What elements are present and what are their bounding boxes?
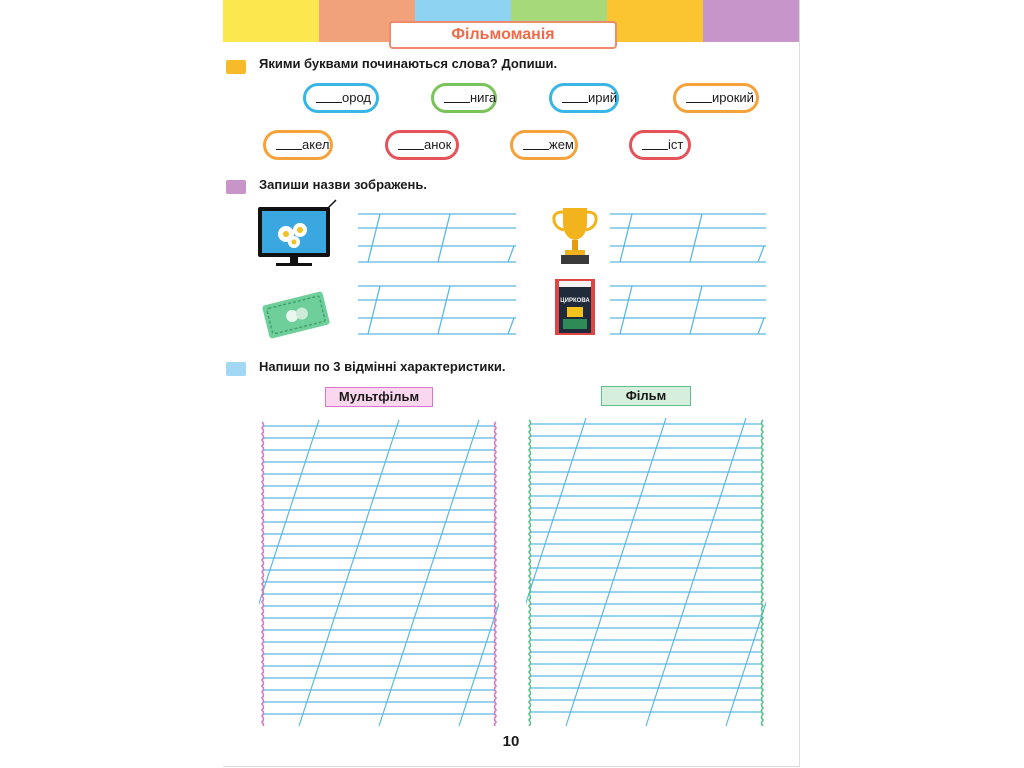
task-bullet bbox=[226, 180, 246, 194]
letter-blank[interactable] bbox=[444, 86, 470, 103]
answer-lines-tv[interactable] bbox=[358, 212, 516, 264]
answer-lines-popcorn[interactable] bbox=[610, 284, 766, 336]
word-fragment: анок bbox=[424, 137, 452, 152]
letter-blank[interactable] bbox=[276, 133, 302, 150]
word-fragment: жем bbox=[549, 137, 574, 152]
task-1-instruction: Якими буквами починаються слова? Допиши. bbox=[259, 56, 558, 71]
letter-blank[interactable] bbox=[523, 133, 549, 150]
word-pill[interactable] bbox=[431, 83, 497, 113]
word-pill[interactable] bbox=[303, 83, 379, 113]
workbook-page bbox=[223, 0, 800, 767]
letter-blank[interactable] bbox=[316, 86, 342, 103]
answer-lines-trophy[interactable] bbox=[610, 212, 766, 264]
page-title: Фільмоманія bbox=[389, 21, 617, 49]
letter-blank[interactable] bbox=[686, 86, 712, 103]
letter-blank[interactable] bbox=[642, 133, 668, 150]
task-bullet bbox=[226, 362, 246, 376]
popcorn-box-icon bbox=[553, 277, 597, 337]
label-film: Фільм bbox=[601, 386, 691, 406]
letter-blank[interactable] bbox=[398, 133, 424, 150]
word-fragment: акел bbox=[302, 137, 330, 152]
header-stripe bbox=[223, 0, 320, 42]
word-pill[interactable] bbox=[629, 130, 691, 160]
tv-screen-icon bbox=[256, 198, 338, 270]
word-pill[interactable] bbox=[385, 130, 459, 160]
writing-area-cartoon[interactable] bbox=[259, 420, 499, 726]
word-pill[interactable] bbox=[510, 130, 578, 160]
word-pill[interactable] bbox=[263, 130, 333, 160]
letter-blank[interactable] bbox=[562, 86, 588, 103]
writing-area-film[interactable] bbox=[526, 418, 766, 726]
word-pill[interactable] bbox=[549, 83, 619, 113]
word-fragment: іст bbox=[668, 137, 684, 152]
ticket-icon bbox=[259, 288, 333, 342]
word-fragment: ирокий bbox=[712, 90, 754, 105]
word-pill[interactable] bbox=[673, 83, 759, 113]
popcorn-label: ЦИРКОВА bbox=[560, 298, 590, 304]
task-2-instruction: Запиши назви зображень. bbox=[259, 177, 427, 192]
trophy-icon bbox=[551, 204, 599, 266]
task-3-instruction: Напиши по 3 відмінні характеристики. bbox=[259, 359, 506, 374]
label-cartoon: Мультфільм bbox=[325, 387, 433, 407]
word-fragment: ирий bbox=[588, 90, 618, 105]
answer-lines-ticket[interactable] bbox=[358, 284, 516, 336]
header-stripe bbox=[703, 0, 800, 42]
word-fragment: нига bbox=[470, 90, 497, 105]
header-stripe bbox=[607, 0, 704, 42]
word-fragment: ород bbox=[342, 90, 371, 105]
task-bullet bbox=[226, 60, 246, 74]
page-number: 10 bbox=[502, 733, 520, 750]
